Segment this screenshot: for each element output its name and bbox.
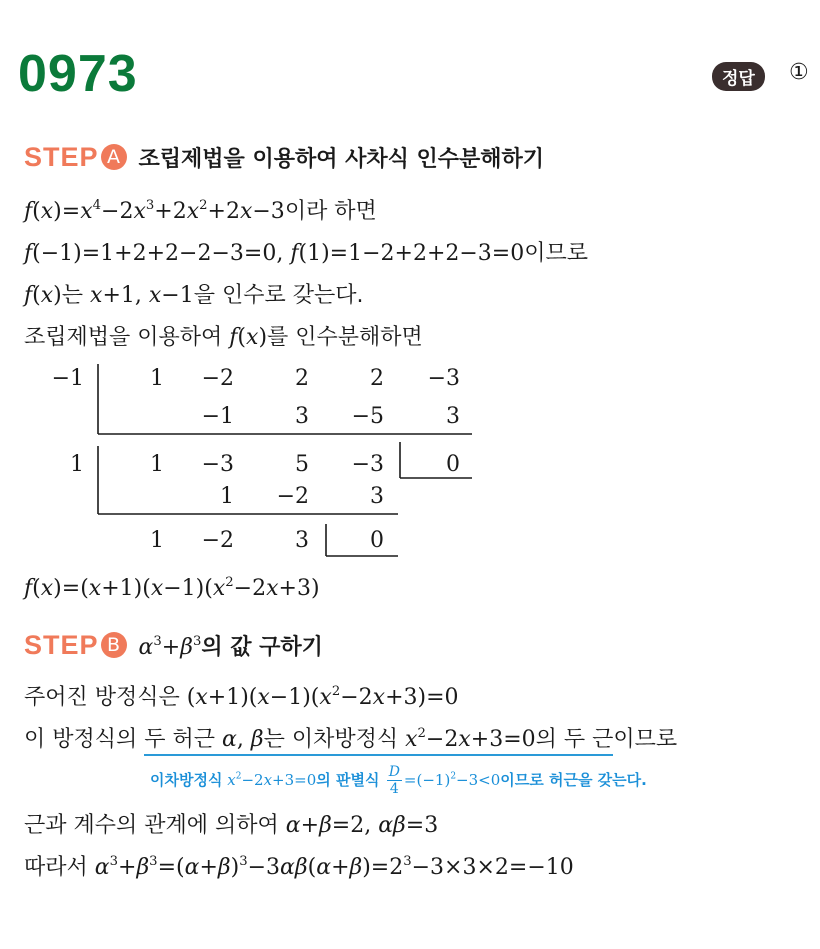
step-a-line-3-suffix: 을 인수로 갖는다. <box>193 283 364 308</box>
step-b-line-2: 이 방정식의 두 허근 α, β는 이차방정식 $x^2-2x+3=0$의 두 근이므로 <box>24 722 677 753</box>
step-a-letter: A <box>101 144 127 170</box>
row4-cell: −2 <box>276 484 309 509</box>
step-a-line-2-suffix: 이므로 <box>524 241 588 266</box>
step-b-line-4: 따라서 $\alpha^3+\beta^3=(\alpha+\beta)^3-3\alpha\beta(\alpha+\beta)=2^3-3\times 3\times 2=-10$ <box>24 853 574 880</box>
discriminant-note: 이차방정식 $x^2-2x+3=0$의 판별식 $\frac{D}{4}$ $=(-1)^2-3<0$이므로 허근을 갖는다. <box>150 764 647 797</box>
row1-cell: 2 <box>370 366 384 391</box>
step-b-title-suffix: 의 값 구하기 <box>201 635 323 660</box>
row3-cell: 1 <box>150 452 164 477</box>
divisor-2: 1 <box>70 452 84 477</box>
note-suffix: 이므로 허근을 갖는다. <box>500 771 647 789</box>
step-a-line-2: f(−1)=1+2+2−2−3=0, f(1)=1−2+2+2−3=0이므로 <box>24 241 588 266</box>
row2-cell: 3 <box>295 404 309 429</box>
step-b-line-2-suffix: 이므로 <box>613 727 678 752</box>
step-b-line-2-prefix: 이 방정식의 <box>24 727 138 752</box>
step-a-line-4-prefix: 조립제법을 이용하여 <box>24 325 223 350</box>
row5-cell: 1 <box>150 528 164 553</box>
step-b-line-4-prefix: 따라서 <box>24 855 88 880</box>
note-mid: 의 판별식 <box>316 771 380 789</box>
step-b-line-3: 근과 계수의 관계에 의하여 α+β=2, αβ=3 <box>24 813 439 838</box>
step-a-line-4-suffix: 를 인수분해하면 <box>267 325 423 350</box>
row4-cell: 3 <box>370 484 384 509</box>
row3-cell: −3 <box>351 452 384 477</box>
factored-result: $f(x)=(x+1)(x-1)(x^2-2x+3)$ <box>24 574 320 601</box>
row1-cell: 1 <box>150 366 164 391</box>
answer-value: ① <box>789 60 809 85</box>
row1-cell: −3 <box>427 366 460 391</box>
step-b-line-1-prefix: 주어진 방정식은 <box>24 685 180 710</box>
step-b-line-2-underline-2: 의 두 근 <box>535 727 614 752</box>
remainder-1: 0 <box>446 452 460 477</box>
note-prefix: 이차방정식 <box>150 771 223 789</box>
step-b-label: STEP <box>24 630 99 660</box>
remainder-2: 0 <box>370 528 384 553</box>
row2-cell: 3 <box>446 404 460 429</box>
row5-cell: 3 <box>295 528 309 553</box>
step-a-line-4: 조립제법을 이용하여 f(x)를 인수분해하면 <box>24 325 423 350</box>
row5-cell: −2 <box>201 528 234 553</box>
step-a-line-3: f(x)는 x+1, x−1을 인수로 갖는다. <box>24 283 364 308</box>
row2-cell: −1 <box>201 404 234 429</box>
answer-badge: 정답 <box>712 62 765 91</box>
step-b-letter: B <box>101 632 127 658</box>
step-b-line-3-prefix: 근과 계수의 관계에 의하여 <box>24 813 279 838</box>
step-b-line-1: 주어진 방정식은 $(x+1)(x-1)(x^2-2x+3)=0$ <box>24 683 459 710</box>
problem-number: 0973 <box>18 45 138 103</box>
step-a-label: STEP <box>24 142 99 172</box>
step-a-line-1: $f(x)=x^4-2x^3+2x^2+2x-3$이라 하면 <box>24 197 377 224</box>
row1-cell: 2 <box>295 366 309 391</box>
step-b-heading: STEP B $\alpha^3+\beta^3$의 값 구하기 <box>24 630 323 660</box>
step-b-line-2-underline-1: 두 허근 <box>144 727 216 752</box>
divisor-1: −1 <box>51 366 84 391</box>
step-a-line-1-suffix: 이라 하면 <box>284 199 377 224</box>
step-b-line-2-mid: 는 이차방정식 <box>263 727 399 752</box>
row2-cell: −5 <box>351 404 384 429</box>
row3-cell: 5 <box>295 452 309 477</box>
row3-cell: −3 <box>201 452 234 477</box>
row1-cell: −2 <box>201 366 234 391</box>
step-a-title: 조립제법을 이용하여 사차식 인수분해하기 <box>138 147 545 172</box>
row4-cell: 1 <box>220 484 234 509</box>
step-a-line-3-mid: 는 <box>61 283 84 308</box>
